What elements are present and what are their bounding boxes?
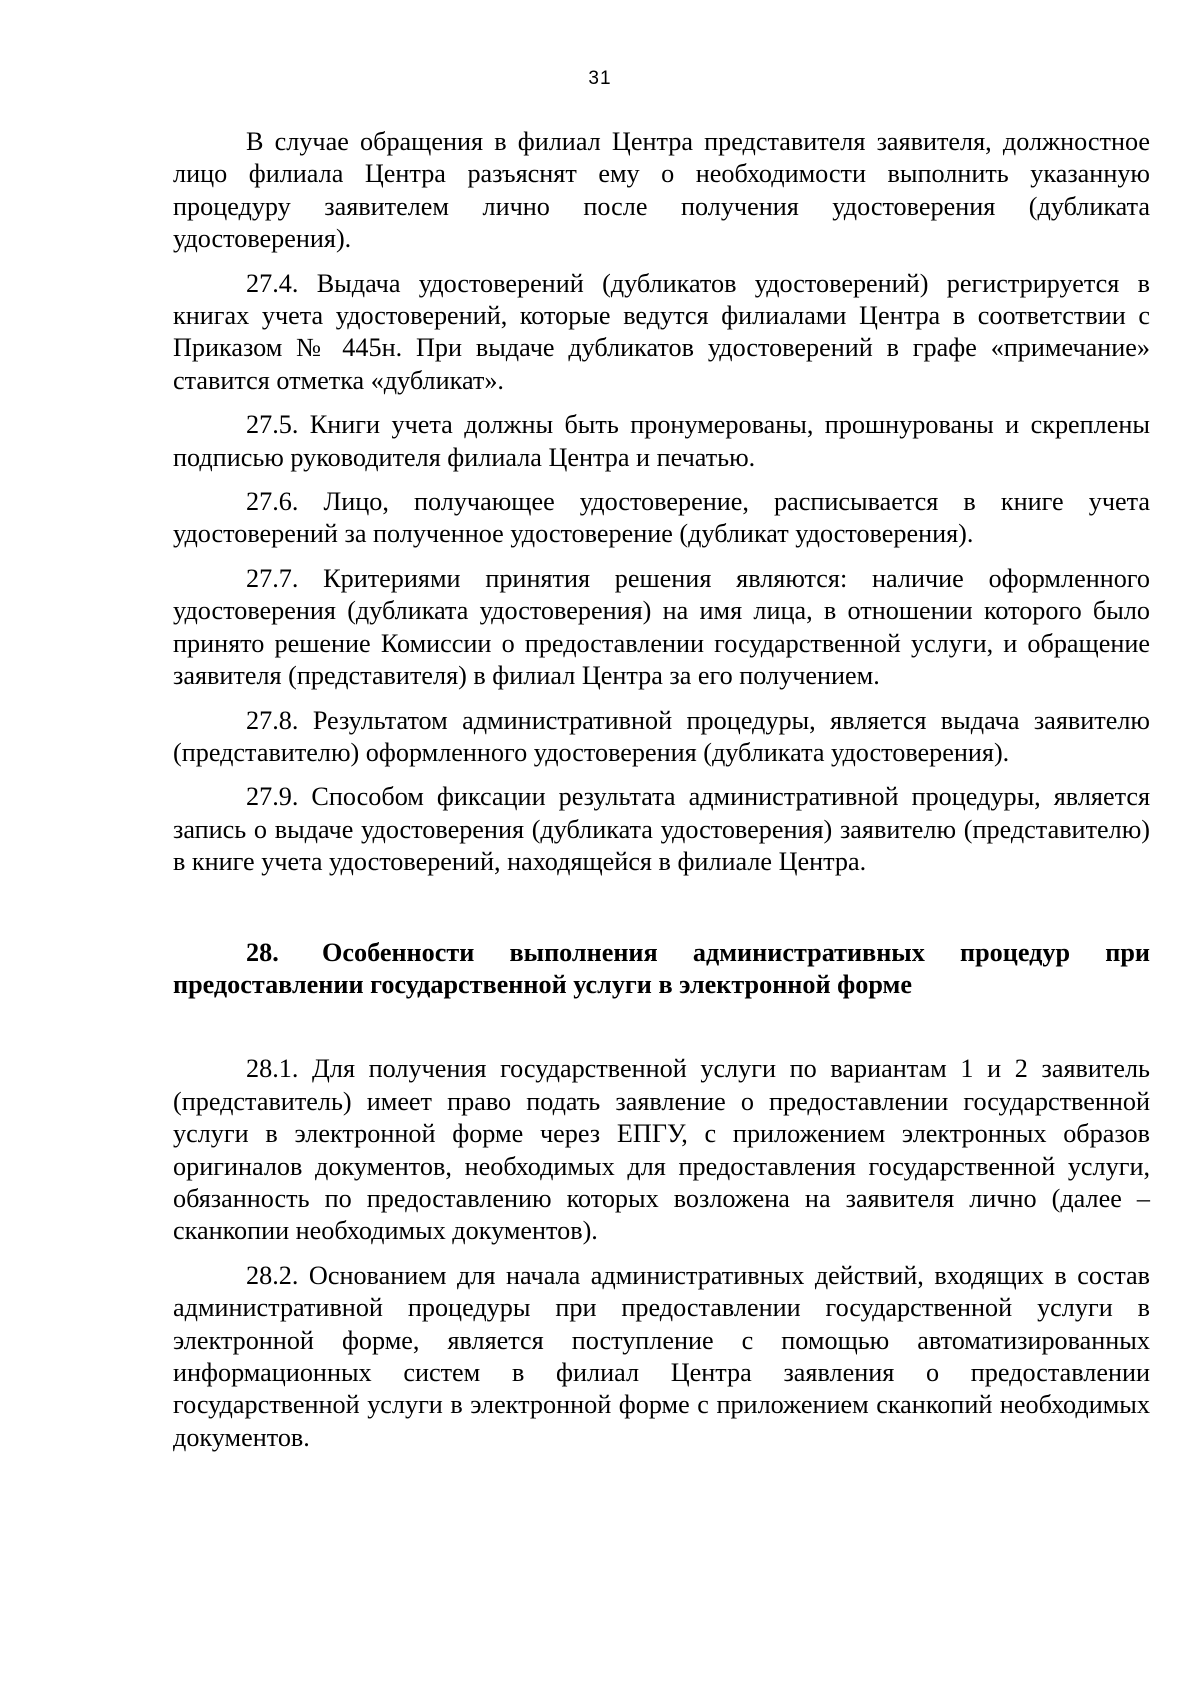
- section-heading-28: [173, 937, 1150, 1002]
- paragraph-28-1: 28.1. Для получения государственной услуги по вариантам 1 и 2 заявитель (представитель) имеет право подать заявление о предоставлении государственной услуги в электронной форме через ЕПГУ, с приложением электронных образов оригиналов документов, необходимых для предоставления государственной услуги, обязанность по предоставлению которых возложена на заявителя лично (далее – сканкопии необходимых документов).: [173, 1054, 1150, 1246]
- paragraph-27-8: 27.8. Результатом административной процедуры, является выдача заявителю (представителю) оформленного удостоверения (дубликата удостоверения).: [173, 705, 1150, 767]
- paragraph-representative-visit: В случае обращения в филиал Центра представителя заявителя, должностное лицо филиала Центра разъяснят ему о необходимости выполнить указанную процедуру заявителем лично после получения удостоверения (дубликата удостоверения).: [173, 127, 1150, 254]
- paragraph-28-2: 28.2. Основанием для начала административных действий, входящих в состав административной процедуры при предоставлении государственной услуги в электронной форме, является поступление с помощью автоматизированных информационных систем в филиал Центра заявления о предоставлении государственной услуги в электронной форме с приложением сканкопий необходимых документов.: [173, 1260, 1150, 1452]
- section-number: 28.: [246, 937, 279, 967]
- paragraph-27-5: 27.5. Книги учета должны быть пронумерованы, прошнурованы и скреплены подписью руководителя филиала Центра и печатью.: [173, 410, 1150, 472]
- page-number: 31: [588, 68, 612, 89]
- paragraph-27-6: 27.6. Лицо, получающее удостоверение, расписывается в книге учета удостоверений за полученное удостоверение (дубликат удостоверения).: [173, 487, 1150, 549]
- paragraph-27-7: 27.7. Критериями принятия решения являются: наличие оформленного удостоверения (дубликата удостоверения) на имя лица, в отношении которого было принято решение Комиссии о предоставлении государственной услуги, и обращение заявителя (представителя) в филиал Центра за его получением.: [173, 563, 1150, 691]
- section-title: Особенности выполнения административных процедур при предоставлении государственной услуги в электронной форме: [173, 937, 1150, 999]
- paragraph-27-4: 27.4. Выдача удостоверений (дубликатов удостоверений) регистрируется в книгах учета удостоверений, которые ведутся филиалами Центра в соответствии с Приказом № 445н. При выдаче дубликатов удостоверений в графе «примечание» ставится отметка «дубликат».: [173, 268, 1150, 395]
- paragraph-27-9: 27.9. Способом фиксации результата административной процедуры, является запись о выдаче удостоверения (дубликата удостоверения) заявителю (представителю) в книге учета удостоверений, находящейся в филиале Центра.: [173, 782, 1150, 877]
- document-body: [173, 126, 1150, 1466]
